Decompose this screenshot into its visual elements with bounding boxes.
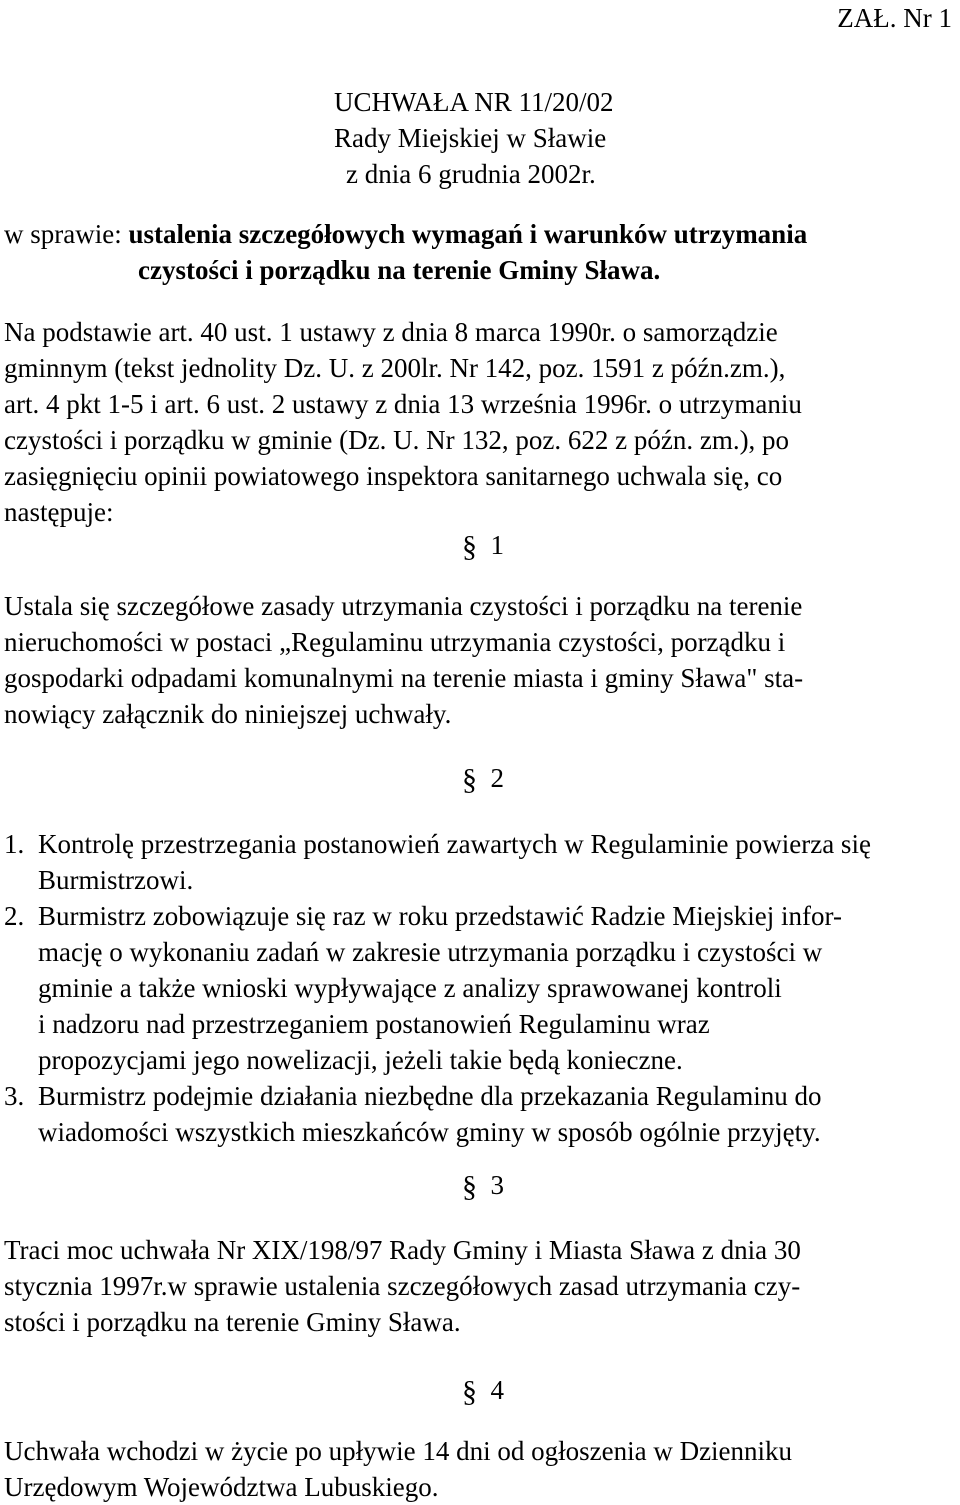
subject-line-1: ustalenia szczegółowych wymagań i warunków utrzymania: [128, 219, 808, 249]
section-4-line: Uchwała wchodzi w życie po upływie 14 dni od ogłoszenia w Dzienniku: [4, 1436, 793, 1466]
preamble-line: zasięgnięciu opinii powiatowego inspektora sanitarnego uchwala się, co: [4, 461, 783, 491]
list-item-line: mację o wykonaniu zadań w zakresie utrzymania porządku i czystości w: [38, 937, 823, 967]
resolution-header: [334, 84, 934, 192]
preamble-line: następuje:: [4, 497, 114, 527]
list-item-line: Burmistrzowi.: [38, 865, 194, 895]
section-1-line: Ustala się szczegółowe zasady utrzymania czystości i porządku na terenie: [4, 591, 803, 621]
list-item-line: propozycjami jego nowelizacji, jeżeli takie będą konieczne.: [38, 1045, 683, 1075]
list-item-number: 2.: [4, 901, 25, 931]
resolution-subject: [4, 216, 944, 288]
section-3-line: stości i porządku na terenie Gminy Sława.: [4, 1307, 461, 1337]
preamble: [4, 314, 952, 530]
section-1-line: nieruchomości w postaci „Regulaminu utrzymania czystości, porządku i: [4, 627, 786, 657]
section-3-body: [4, 1232, 952, 1340]
subject-line-2: czystości i porządku na terenie Gminy Sława.: [138, 255, 661, 285]
section-2-heading: [462, 760, 504, 798]
list-item-line: i nadzoru nad przestrzeganiem postanowień Regulaminu wraz: [38, 1009, 710, 1039]
resolution-number: UCHWAŁA NR 11/20/02: [334, 87, 614, 117]
list-item-line: wiadomości wszystkich mieszkańców gminy w sposób ogólnie przyjęty.: [38, 1117, 821, 1147]
list-item-number: 1.: [4, 829, 25, 859]
section-3-line: Traci moc uchwała Nr XIX/198/97 Rady Gminy i Miasta Sława z dnia 30: [4, 1235, 801, 1265]
section-1-heading: [462, 527, 504, 565]
section-4-line: Urzędowym Województwa Lubuskiego.: [4, 1472, 439, 1502]
section-sign: §: [462, 1375, 477, 1408]
list-item-line: Burmistrz zobowiązuje się raz w roku przedstawić Radzie Miejskiej infor-: [38, 901, 842, 931]
section-3-heading: [462, 1167, 504, 1205]
preamble-line: Na podstawie art. 40 ust. 1 ustawy z dnia 8 marca 1990r. o samorządzie: [4, 317, 778, 347]
section-sign: §: [462, 530, 477, 563]
attachment-label: ZAŁ. Nr 1: [837, 3, 952, 33]
list-item-number: 3.: [4, 1081, 25, 1111]
section-sign: §: [462, 763, 477, 796]
section-number: 1: [490, 530, 504, 560]
preamble-line: art. 4 pkt 1-5 i art. 6 ust. 2 ustawy z dnia 13 września 1996r. o utrzymaniu: [4, 389, 802, 419]
section-number: 2: [490, 763, 504, 793]
section-1-line: nowiący załącznik do niniejszej uchwały.: [4, 699, 452, 729]
list-item-line: Burmistrz podejmie działania niezbędne dla przekazania Regulaminu do: [38, 1081, 822, 1111]
preamble-line: gminnym (tekst jednolity Dz. U. z 200lr. Nr 142, poz. 1591 z późn.zm.),: [4, 353, 786, 383]
list-item: [4, 826, 956, 898]
section-sign: §: [462, 1170, 477, 1203]
section-1-body: [4, 588, 952, 732]
resolution-date: z dnia 6 grudnia 2002r.: [346, 159, 596, 189]
section-3-line: stycznia 1997r.w sprawie ustalenia szczegółowych zasad utrzymania czy-: [4, 1271, 801, 1301]
subject-prefix: w sprawie:: [4, 219, 122, 249]
section-2-list: [4, 826, 956, 1150]
list-item: [4, 1078, 956, 1150]
section-number: 3: [490, 1170, 504, 1200]
list-item: [4, 898, 956, 1078]
section-4-heading: [462, 1372, 504, 1410]
section-number: 4: [490, 1375, 504, 1405]
preamble-line: czystości i porządku w gminie (Dz. U. Nr 132, poz. 622 z późn. zm.), po: [4, 425, 790, 455]
section-4-body: [4, 1433, 952, 1505]
section-1-line: gospodarki odpadami komunalnymi na terenie miasta i gminy Sława" sta-: [4, 663, 804, 693]
issuing-body: Rady Miejskiej w Sławie: [334, 123, 607, 153]
list-item-line: Kontrolę przestrzegania postanowień zawartych w Regulaminie powierza się: [38, 829, 871, 859]
list-item-line: gminie a także wnioski wypływające z analizy sprawowanej kontroli: [38, 973, 782, 1003]
